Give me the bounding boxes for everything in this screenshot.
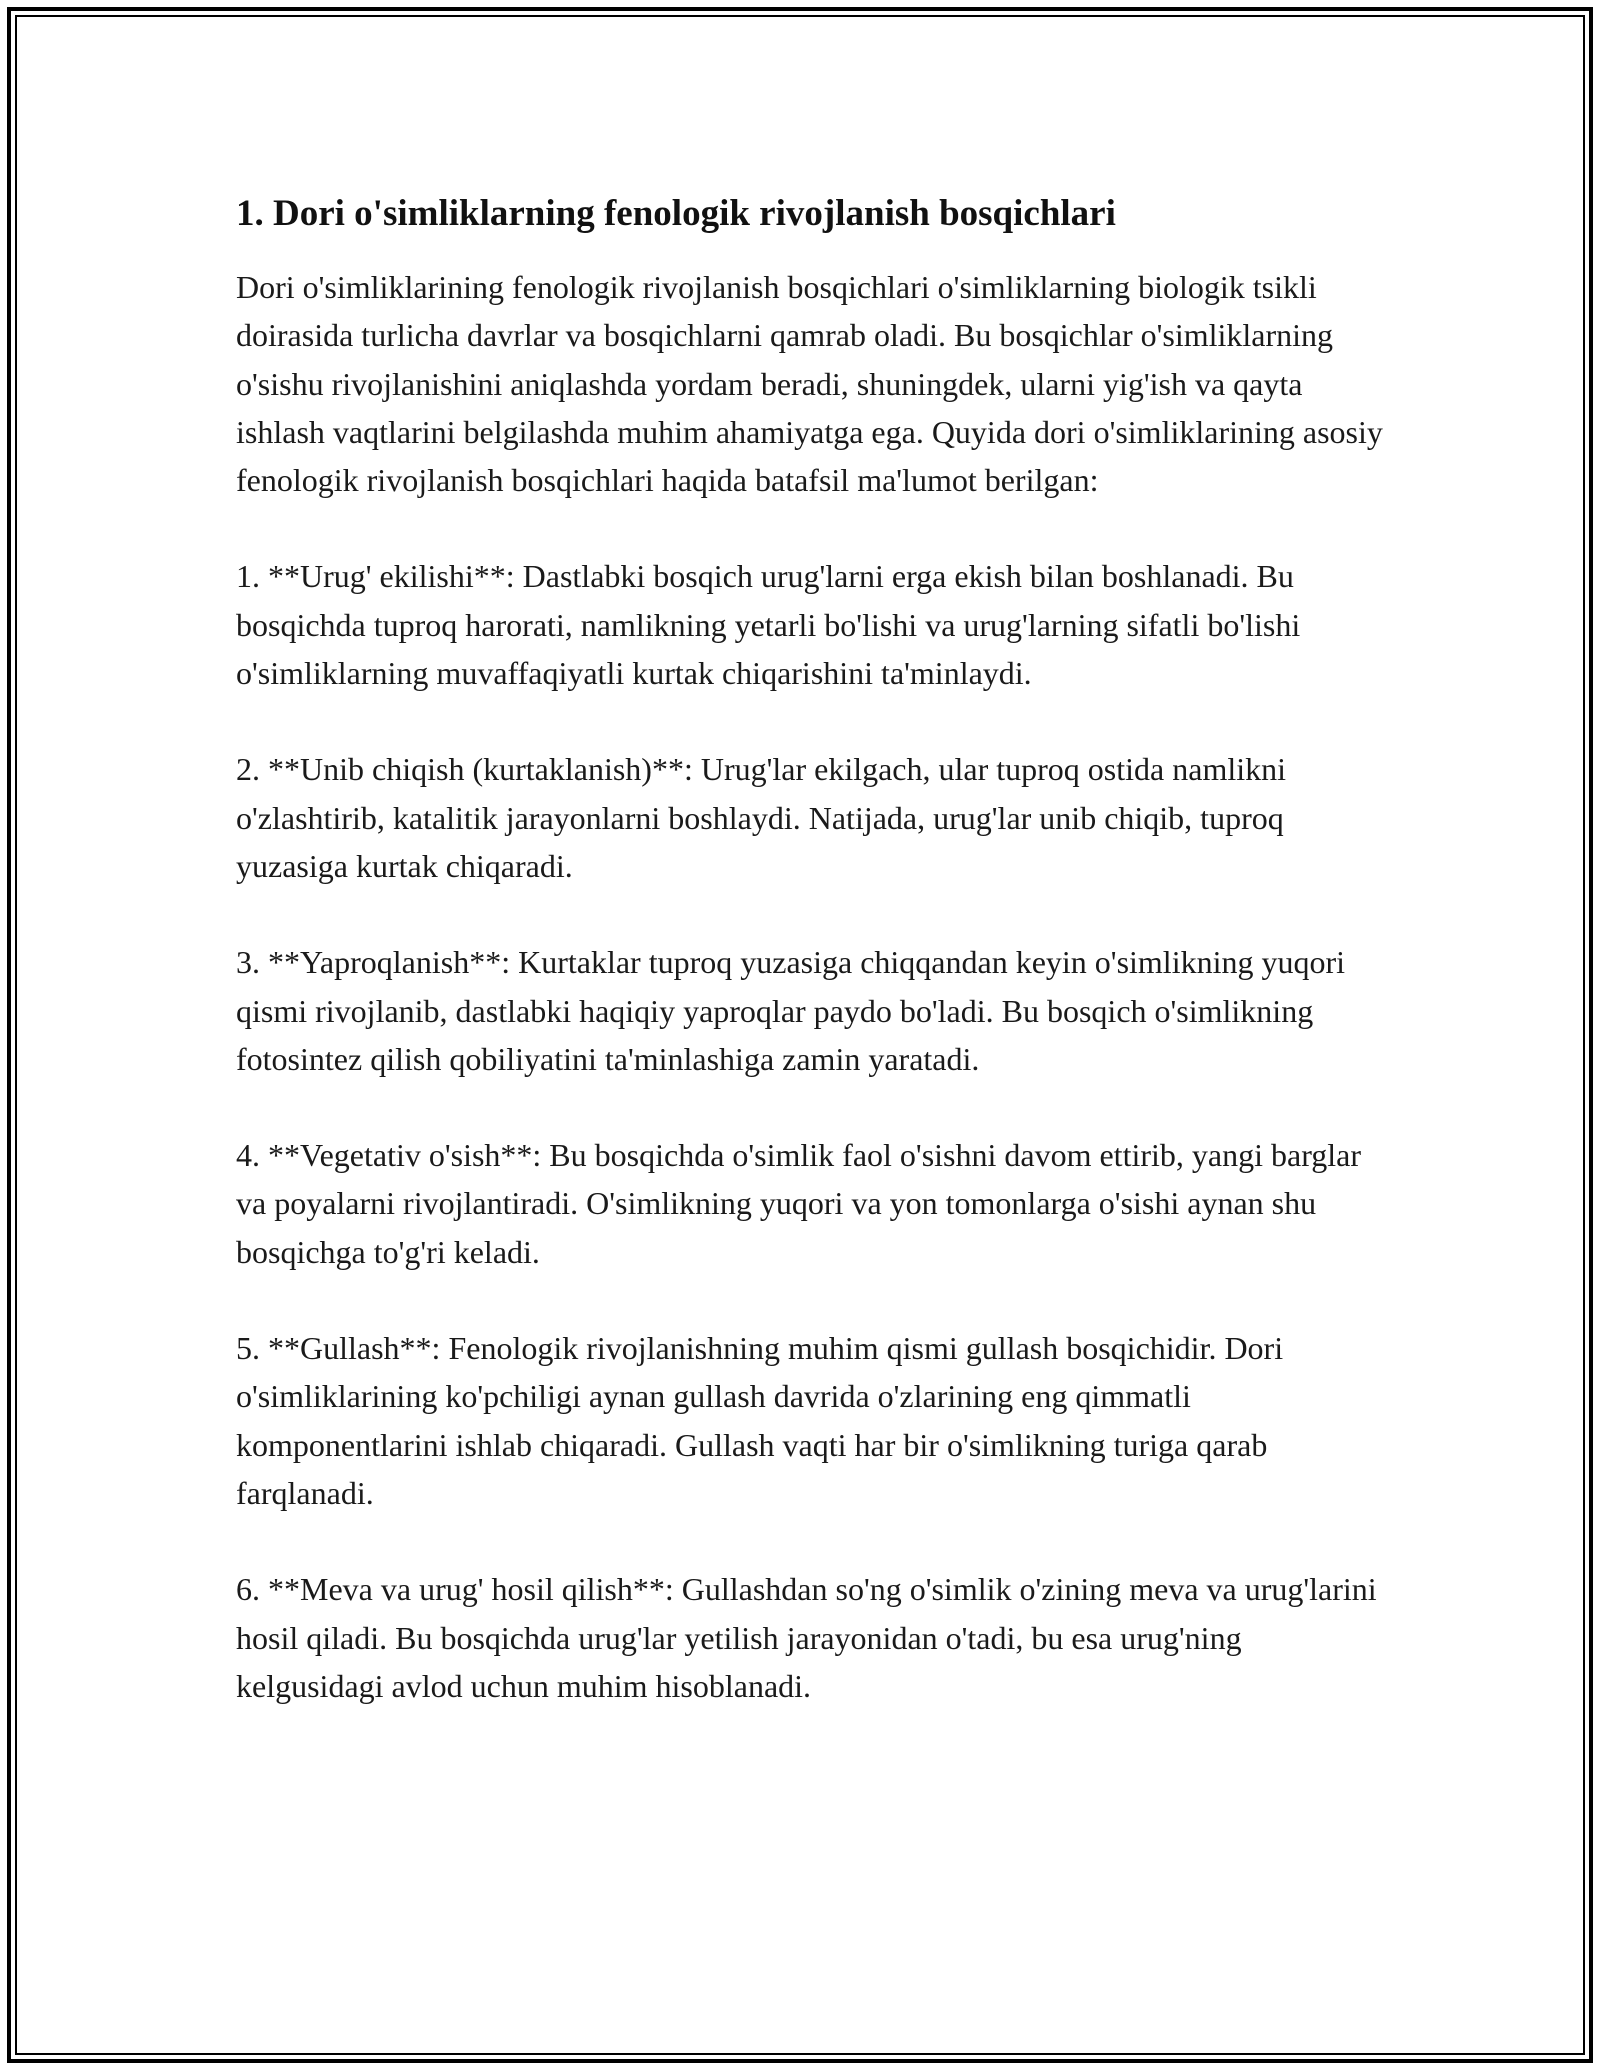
list-item: 4. **Vegetativ o'sish**: Bu bosqichda o'simlik faol o'sishni davom ettirib, yangi barglar va poyalarni rivojlantiradi. O'simlikning yuqori va yon tomonlarga o'sishi aynan shu bosqichga to'g'ri keladi. bbox=[236, 1137, 1362, 1270]
list-item: 1. **Urug' ekilishi**: Dastlabki bosqich urug'larni erga ekish bilan boshlanadi. Bu bosqichda tuproq harorati, namlikning yetarli bo'lishi va urug'larning sifatli bo'lishi o'simliklarning muvaffaqiyatli kurtak chiqarishini ta'minlaydi. bbox=[236, 558, 1301, 692]
list-item: 2. **Unib chiqish (kurtaklanish)**: Urug'lar ekilgach, ular tuproq ostida namlikni o'zlashtirib, katalitik jarayonlarni boshlaydi. Natijada, urug'lar unib chiqib, tuproq yuzasiga kurtak chiqaradi. bbox=[236, 751, 1286, 884]
list-item: 5. **Gullash**: Fenologik rivojlanishning muhim qismi gullash bosqichidir. Dori o'simliklarining ko'pchiligi aynan gullash davrida o'zlarining eng qimmatli komponentlarini ishlab chiqaradi. Gullash vaqti har bir o'simlikning turiga qarab farqlanadi. bbox=[236, 1330, 1284, 1511]
document-title: 1. Dori o'simliklarning fenologik rivojlanish bosqichlari bbox=[236, 193, 1116, 234]
list-item: 3. **Yaproqlanish**: Kurtaklar tuproq yuzasiga chiqqandan keyin o'simlikning yuqori qismi rivojlanib, dastlabki haqiqiy yaproqlar paydo bo'ladi. Bu bosqich o'simlikning fotosintez qilish qobiliyatini ta'minlashiga zamin yaratadi. bbox=[236, 944, 1346, 1077]
intro-paragraph: Dori o'simliklarining fenologik rivojlanish bosqichlari o'simliklarning biologik tsikli doirasida turlicha davrlar va bosqichlarni qamrab oladi. Bu bosqichlar o'simliklarning o'sishu rivojlanishini aniqlashda yordam beradi, shuningdek, ularni yig'ish va qayta ishlash vaqtlarini belgilashda muhim ahamiyatga ega. Quyida dori o'simliklarining asosiy fenologik rivojlanish bosqichlari haqida batafsil ma'lumot berilgan: bbox=[236, 269, 1383, 499]
list-item: 6. **Meva va urug' hosil qilish**: Gullashdan so'ng o'simlik o'zining meva va urug'larini hosil qiladi. Bu bosqichda urug'lar yetilish jarayonidan o'tadi, bu esa urug'ning kelgusidagi avlod uchun muhim hisoblanadi. bbox=[236, 1571, 1377, 1704]
document-body bbox=[236, 185, 1386, 1758]
